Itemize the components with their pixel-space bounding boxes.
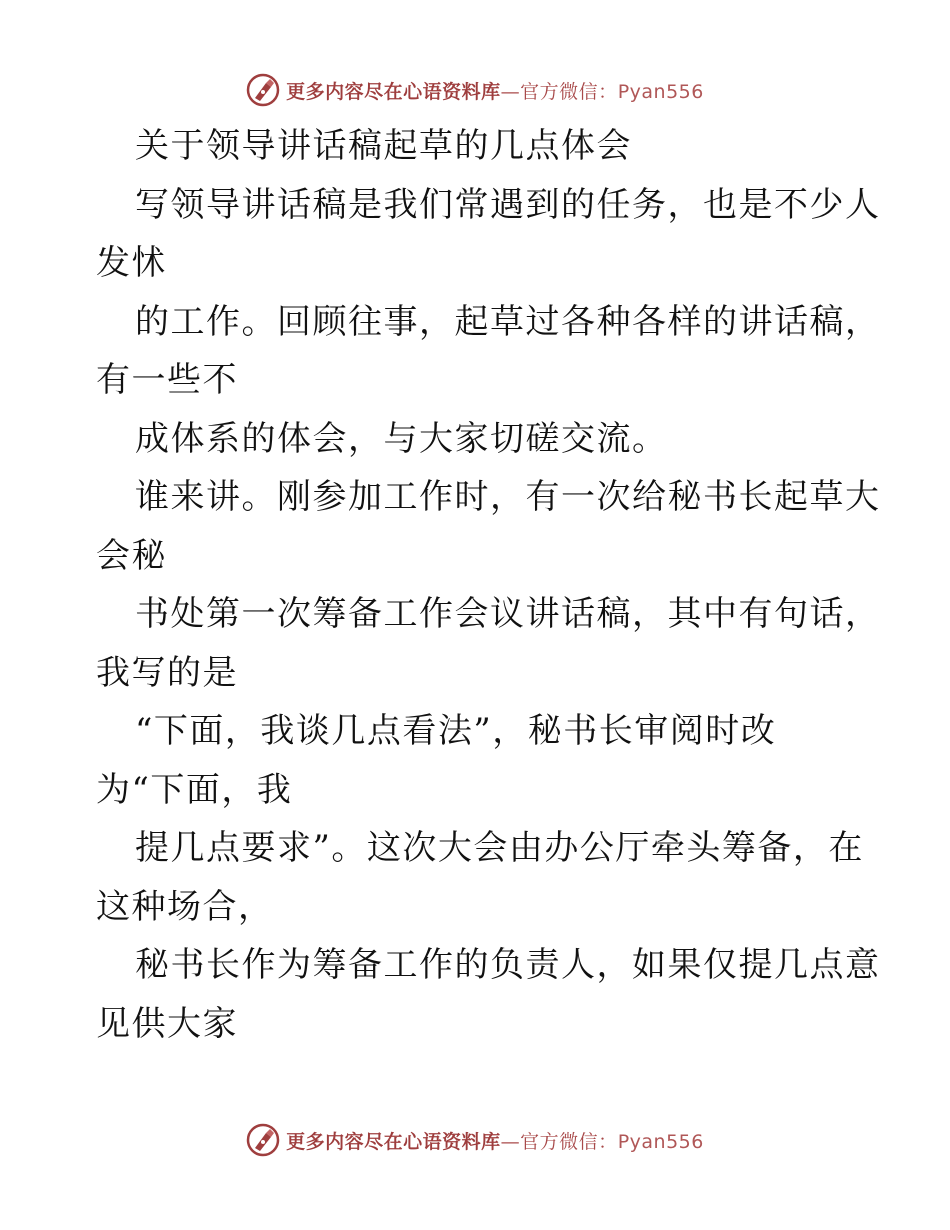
- text-line: 成体系的体会，与大家切磋交流。: [135, 419, 668, 459]
- watermark-text: [286, 1127, 704, 1154]
- text-line: 见供大家: [96, 1004, 238, 1044]
- text-line: 秘书长作为筹备工作的负责人，如果仅提几点意: [135, 945, 881, 985]
- pen-logo-icon: [246, 73, 280, 107]
- text-line: 提几点要求”。这次大会由办公厅牵头筹备，在: [135, 828, 864, 868]
- watermark-dash: —: [500, 1130, 521, 1153]
- text-line: 这种场合，: [96, 887, 274, 927]
- text-line: 会秘: [96, 536, 167, 576]
- watermark-wechat-label: 官方微信：: [520, 80, 618, 103]
- text-line: 有一些不: [96, 360, 238, 400]
- watermark-footer: [0, 1120, 950, 1160]
- document-title: 关于领导讲话稿起草的几点体会: [135, 126, 632, 166]
- watermark-site: 更多内容尽在心语资料库: [286, 80, 501, 103]
- text-line: 书处第一次筹备工作会议讲话稿，其中有句话，: [135, 594, 881, 634]
- watermark-wechat-id: Pyan556: [617, 1130, 704, 1153]
- watermark-wechat-label: 官方微信：: [520, 1130, 618, 1153]
- watermark-dash: —: [500, 80, 521, 103]
- text-line: 写领导讲话稿是我们常遇到的任务，也是不少人: [135, 185, 881, 225]
- text-line: 为“下面，我: [96, 770, 293, 810]
- text-line: 的工作。回顾往事，起草过各种各样的讲话稿，: [135, 302, 881, 342]
- watermark-header: [0, 70, 950, 110]
- watermark-wechat-id: Pyan556: [617, 80, 704, 103]
- watermark-text: [286, 77, 704, 104]
- text-line: “下面，我谈几点看法”，秘书长审阅时改: [135, 711, 777, 751]
- text-line: 发怵: [96, 243, 167, 283]
- pen-logo-icon: [246, 1123, 280, 1157]
- text-line: 谁来讲。刚参加工作时，有一次给秘书长起草大: [135, 477, 881, 517]
- watermark-site: 更多内容尽在心语资料库: [286, 1130, 501, 1153]
- text-line: 我写的是: [96, 653, 238, 693]
